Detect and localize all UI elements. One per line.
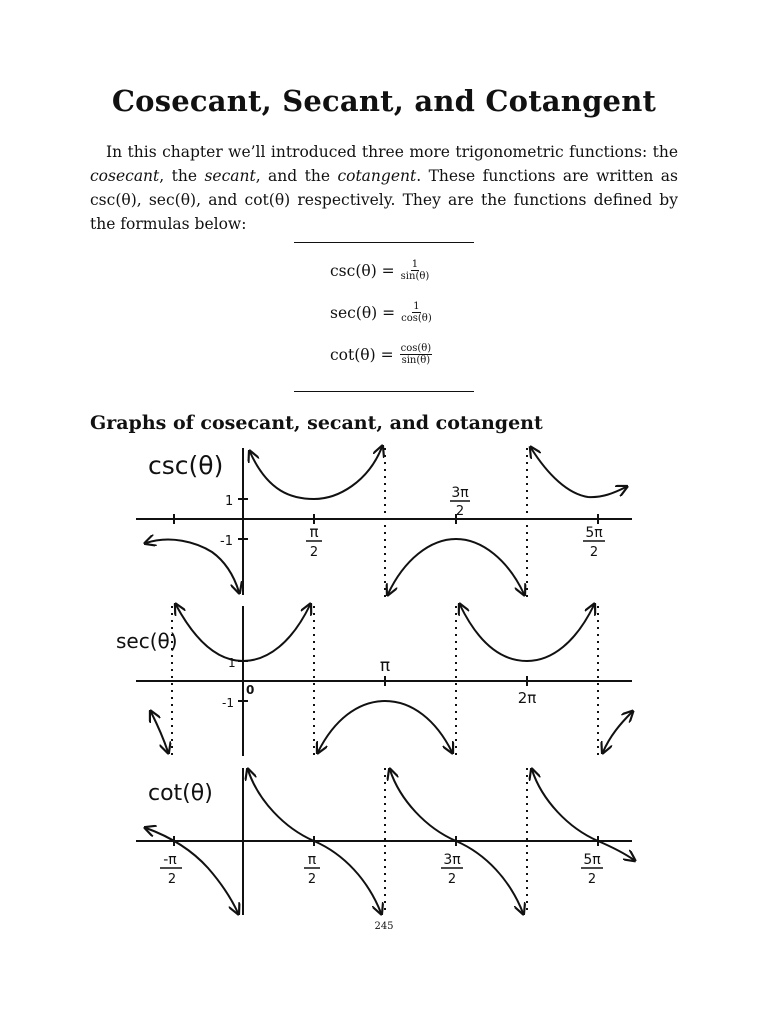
sec-curve [318,701,452,752]
formula-lhs: cot(θ) = [330,345,394,364]
csc-y-tick-neg1: -1 [220,534,233,549]
cot-tick-label [304,852,320,887]
csc-tick-den: 2 [455,504,465,519]
csc-tick-num: 3π [451,485,469,501]
formula-denominator: sin(θ) [401,355,431,366]
formula-csc [330,259,429,282]
cot-tick-label [581,852,603,887]
cot-curve [532,770,634,860]
csc-y-tick-1: 1 [225,494,234,509]
intro-text-2: , the [159,167,205,185]
csc-tick-num: π [309,523,319,541]
intro-secant-term: secant [204,167,256,185]
csc-tick-num: 5π [585,525,603,541]
sec-tick-pi: π [379,656,391,676]
sec-curve [151,712,168,752]
intro-cotangent-term: cotangent [337,167,417,185]
intro-text-4: . These functions are written as csc(θ), sec(θ), and cot(θ) respectively. They are the functions defined by the formulas below: [90,167,678,233]
csc-curve [531,448,626,497]
formula-lhs: csc(θ) = [330,261,395,280]
formula-denominator: sin(θ) [400,271,430,282]
sec-graph [136,605,632,756]
csc-tick-den: 2 [589,545,599,560]
page-number: 245 [374,921,394,932]
formula-sec [330,301,432,324]
cot-tick-label [441,852,463,887]
formula-fraction [401,301,432,324]
cot-tick-num: -π [163,852,177,868]
cot-tick-num: π [307,852,317,868]
formula-numerator: 1 [413,301,420,312]
page-title: Cosecant, Secant, and Cotangent [111,84,657,118]
formula-cot [330,343,432,366]
cot-tick-den: 2 [587,872,597,887]
cot-tick-den: 2 [447,872,457,887]
intro-paragraph [90,140,678,236]
intro-cosecant-term: cosecant [90,167,160,185]
csc-tick-den: 2 [309,545,319,560]
sec-tick-2pi: 2π [517,689,537,707]
sec-curve [603,712,632,752]
cot-tick-label [160,852,182,887]
csc-tick-label [450,485,470,519]
sec-y-tick-1: 1 [228,656,236,670]
formula-denominator: cos(θ) [401,313,432,324]
cot-tick-den: 2 [167,872,177,887]
formula-fraction [401,259,430,282]
intro-text-1: In this chapter we’ll introduced three more trigonometric functions: the [106,143,678,161]
cot-tick-num: 3π [443,852,461,868]
formula-lhs: sec(θ) = [330,303,396,322]
sec-label: sec(θ) [116,629,178,653]
cot-label: cot(θ) [148,781,213,806]
cot-tick-den: 2 [307,872,317,887]
csc-label: csc(θ) [148,451,224,480]
trig-graphs-figure [0,438,768,922]
csc-curve [388,539,524,594]
cot-tick-num: 5π [583,852,601,868]
section-heading: Graphs of cosecant, secant, and cotangent [90,412,543,434]
csc-curve [250,447,382,499]
sec-curve [460,605,594,661]
formula-numerator: cos(θ) [400,343,432,354]
sec-y-tick-neg1: -1 [222,696,234,710]
formula-numerator: 1 [411,259,419,270]
intro-text-3: , and the [255,167,338,185]
formula-box [294,242,474,392]
formula-fraction [400,343,433,366]
csc-tick-label [306,523,322,560]
csc-tick-label [583,525,605,560]
sec-origin-label: 0 [246,683,255,697]
